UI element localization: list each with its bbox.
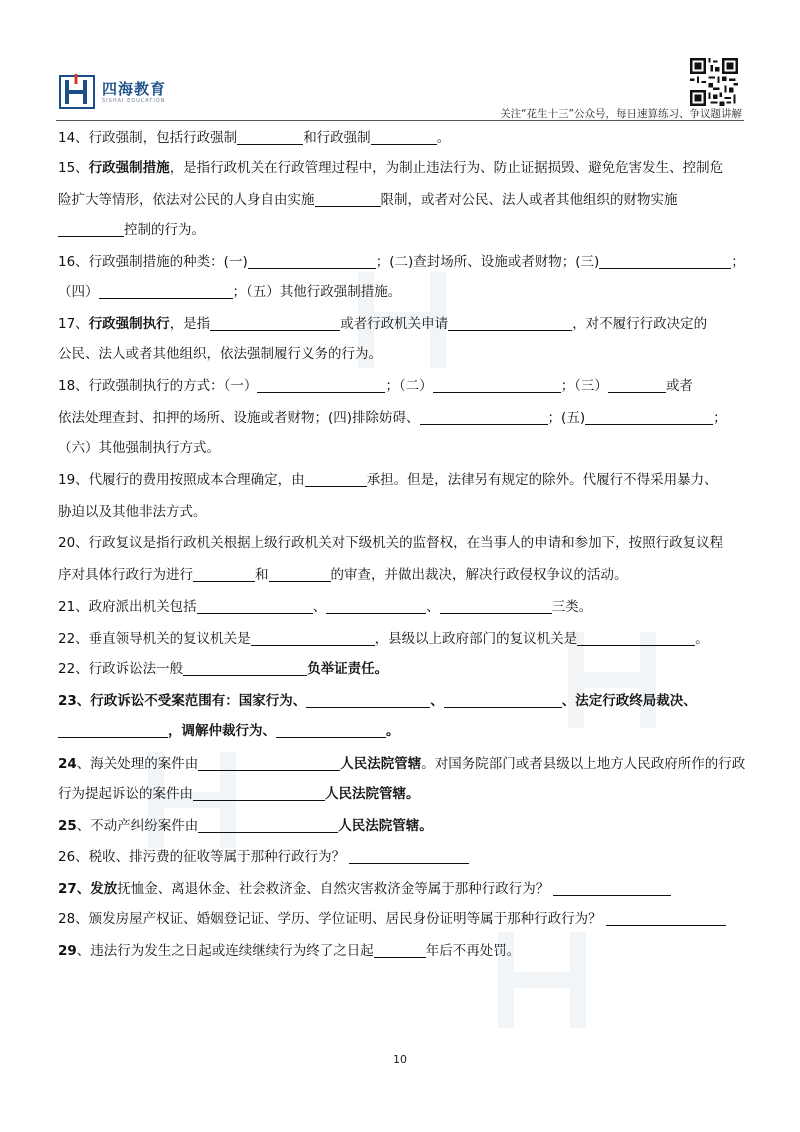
qr-code-icon [690, 58, 738, 106]
question-text: 。 [436, 130, 451, 146]
question-24 [58, 754, 745, 774]
question-text: 抚恤金、离退休金、社会救济金、自然灾害救济金等属于那种行政行为？ [117, 881, 550, 897]
answer-blank[interactable] [577, 630, 695, 646]
answer-blank[interactable] [440, 598, 552, 614]
page-header [0, 0, 800, 122]
answer-blank[interactable] [210, 315, 340, 331]
answer-blank[interactable] [315, 191, 381, 207]
answer-blank[interactable] [606, 910, 726, 926]
question-20 [58, 533, 723, 553]
term-bold: 行政强制措施 [88, 160, 170, 176]
page-number: 10 [393, 1053, 407, 1066]
question-20-line-2 [58, 565, 628, 585]
answer-blank[interactable] [197, 598, 313, 614]
question-text: ；(二)查封场所、设施或者财物；(三) [375, 254, 600, 270]
question-text: ；（五）其他行政强制措施。 [232, 284, 402, 300]
question-17 [58, 314, 707, 334]
question-text: 、 [312, 599, 327, 615]
question-22b [58, 659, 388, 679]
answer-blank[interactable] [248, 253, 376, 269]
question-15-line-3 [58, 220, 205, 240]
answer-blank[interactable] [305, 471, 367, 487]
question-text: 的审查，并做出裁决，解决行政侵权争议的活动。 [330, 567, 628, 583]
question-14 [58, 128, 450, 148]
question-21 [58, 597, 592, 617]
question-text: ，是指 [169, 316, 211, 332]
question-text: 胁迫以及其他非法方式。 [58, 504, 207, 520]
question-text: 人民法院管辖。 [338, 818, 433, 834]
question-text: ，是指行政机关在行政管理过程中，为制止违法行为、防止证据损毁、避免危害发生、控制危 [169, 160, 724, 176]
question-text: 、 [430, 693, 444, 709]
answer-blank[interactable] [374, 942, 426, 958]
answer-blank[interactable] [444, 692, 562, 708]
question-text: 23、行政诉讼不受案范围有：国家行为、 [58, 693, 307, 709]
header-divider [56, 120, 744, 121]
question-text: 年后不再处罚。 [425, 943, 521, 959]
question-number: 15、 [58, 160, 89, 176]
question-text: 承担。但是，法律另有规定的除外。代履行不得采用暴力、 [366, 472, 718, 488]
question-17-line-2 [58, 344, 382, 364]
answer-blank[interactable] [326, 598, 426, 614]
question-text: 或者 [665, 378, 693, 394]
question-text: ；（二） [385, 378, 433, 394]
question-23-line-2 [58, 721, 400, 741]
question-text: ；（三） [560, 378, 608, 394]
question-text: 行为提起诉讼的案件由 [58, 786, 193, 802]
question-text: 22、垂直领导机关的复议机关是 [58, 631, 251, 647]
question-number: 27、 [58, 881, 91, 897]
question-number: 17、 [58, 316, 89, 332]
answer-blank[interactable] [349, 848, 469, 864]
brand-name: 四海教育 [102, 80, 167, 98]
question-22a [58, 629, 709, 649]
answer-blank[interactable] [198, 817, 338, 833]
question-27 [58, 879, 671, 899]
question-24-line-2 [58, 784, 420, 804]
question-text: 26、税收、排污费的征收等属于那种行政行为？ [58, 849, 346, 865]
answer-blank[interactable] [198, 755, 340, 771]
answer-blank[interactable] [599, 253, 731, 269]
question-text: 控制的行为。 [124, 222, 205, 238]
answer-blank[interactable] [193, 566, 255, 582]
question-16-line-2 [58, 282, 401, 302]
question-text: （六）其他强制执行方式。 [58, 440, 220, 456]
question-26 [58, 847, 469, 867]
question-text: 人民法院管辖。 [325, 786, 420, 802]
answer-blank[interactable] [553, 880, 671, 896]
question-text: ； [731, 254, 745, 270]
question-text: 人民法院管辖 [340, 756, 422, 772]
question-number: 25 [58, 818, 77, 834]
question-text: 险扩大等情形，依法对公民的人身自由实施 [58, 192, 315, 208]
answer-blank[interactable] [251, 630, 375, 646]
question-number: 29 [58, 943, 77, 959]
question-text: 、 [426, 599, 440, 615]
header-tagline: 关注“花生十三”公众号，每日速算练习、争议题讲解 [500, 108, 742, 120]
question-text: 序对具体行政行为进行 [58, 567, 193, 583]
answer-blank[interactable] [257, 377, 385, 393]
question-23 [58, 691, 697, 711]
question-16 [58, 252, 745, 272]
answer-blank[interactable] [306, 692, 430, 708]
question-text: 负举证责任。 [307, 661, 389, 677]
question-text: 14、行政强制，包括行政强制 [58, 130, 238, 146]
answer-blank[interactable] [58, 722, 168, 738]
question-15 [58, 158, 723, 178]
question-28 [58, 909, 726, 929]
question-text: ，调解仲裁行为、 [168, 723, 276, 739]
answer-blank[interactable] [371, 129, 437, 145]
answer-blank[interactable] [608, 377, 666, 393]
answer-blank[interactable] [433, 377, 561, 393]
question-text: 28、颁发房屋产权证、婚姻登记证、学历、学位证明、居民身份证明等属于那种行政行为？ [58, 911, 602, 927]
question-25 [58, 816, 433, 836]
term-bold: 行政强制执行 [88, 316, 170, 332]
question-18 [58, 376, 693, 396]
question-15-line-2 [58, 190, 678, 210]
term-bold: 发放 [90, 881, 118, 897]
question-text: 公民、法人或者其他组织，依法强制履行义务的行为。 [58, 346, 382, 362]
brand-logo [58, 72, 178, 112]
question-text: 和 [255, 567, 269, 583]
answer-blank[interactable] [193, 785, 325, 801]
question-text: 、海关处理的案件由 [76, 756, 199, 772]
question-text: 21、政府派出机关包括 [58, 599, 197, 615]
question-text: ，对不履行行政决定的 [572, 316, 708, 332]
question-text: ，县级以上政府部门的复议机关是 [374, 631, 578, 647]
answer-blank[interactable] [183, 660, 307, 676]
question-text: 20、行政复议是指行政机关根据上级行政机关对下级机关的监督权，在当事人的申请和参加下，按照行政复议程 [58, 535, 724, 551]
watermark-logo-icon [540, 600, 700, 760]
question-text: 16、行政强制措施的种类：(一) [58, 254, 248, 270]
question-29 [58, 941, 520, 961]
answer-blank[interactable] [99, 283, 233, 299]
sihai-logo-icon [58, 72, 98, 112]
question-text: 18、行政强制执行的方式：（一） [58, 378, 258, 394]
answer-blank[interactable] [420, 409, 548, 425]
question-text: 。对国务院部门或者县级以上地方人民政府所作的行政 [421, 756, 746, 772]
question-19-line-2 [58, 502, 207, 522]
question-text: 或者行政机关申请 [340, 316, 449, 332]
question-text: 、不动产纠纷案件由 [76, 818, 199, 834]
answer-blank[interactable] [58, 221, 124, 237]
answer-blank[interactable] [448, 315, 572, 331]
question-text: 和行政强制 [303, 130, 371, 146]
question-19 [58, 470, 718, 490]
question-text: （四） [58, 284, 99, 300]
question-text: ；(五) [547, 410, 586, 426]
question-text: 限制，或者对公民、法人或者其他组织的财物实施 [380, 192, 678, 208]
answer-blank[interactable] [276, 722, 386, 738]
question-text: ； [713, 410, 727, 426]
question-18-line-2 [58, 408, 727, 428]
question-text: 22、行政诉讼法一般 [58, 661, 184, 677]
question-text: 三类。 [551, 599, 593, 615]
question-text: 、违法行为发生之日起或连续继续行为终了之日起 [76, 943, 374, 959]
question-text: 。 [386, 723, 400, 739]
question-text: 19、代履行的费用按照成本合理确定，由 [58, 472, 305, 488]
question-text: 、法定行政终局裁决、 [561, 693, 697, 709]
brand-subtitle: SISHAI EDUCATION [102, 98, 166, 104]
answer-blank[interactable] [585, 409, 713, 425]
question-18-line-3 [58, 438, 220, 458]
answer-blank[interactable] [269, 566, 331, 582]
question-text: 依法处理查封、扣押的场所、设施或者财物；(四)排除妨碍、 [58, 410, 420, 426]
question-number: 24 [58, 756, 77, 772]
answer-blank[interactable] [237, 129, 303, 145]
question-text: 。 [695, 631, 709, 647]
